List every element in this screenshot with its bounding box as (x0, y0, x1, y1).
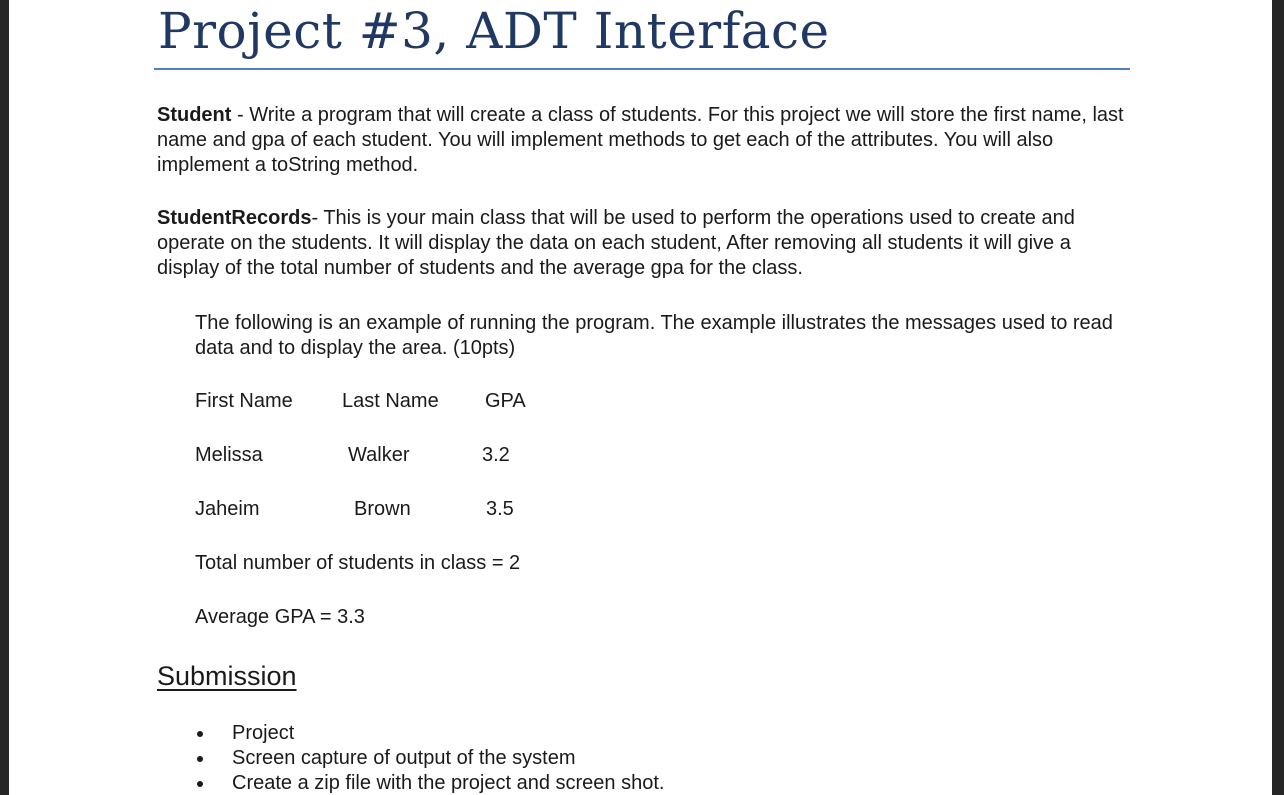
list-item-label: Project (232, 722, 295, 744)
table-row-1-last-name: Walker (348, 444, 410, 466)
submission-heading: Submission (157, 661, 297, 691)
table-header-first-name: First Name (195, 390, 293, 412)
bullet-icon (197, 781, 203, 787)
average-gpa-line: Average GPA = 3.3 (195, 606, 365, 628)
table-row-1-first-name: Melissa (195, 444, 263, 466)
list-item-label: Create a zip file with the project and screen shot. (232, 772, 665, 794)
total-students-line: Total number of students in class = 2 (195, 552, 521, 574)
table-row-2-first-name: Jaheim (195, 498, 260, 520)
student-term: Student (157, 104, 232, 126)
submission-list (195, 721, 664, 795)
table-header-last-name: Last Name (342, 390, 439, 412)
bullet-icon (197, 756, 203, 762)
example-intro: The following is an example of running the program. The example illustrates the messages used to read data and to display the area. (10pts) (195, 312, 1113, 359)
table-row-2-last-name: Brown (354, 498, 411, 520)
student-records-paragraph (157, 206, 1132, 281)
table-header-gpa: GPA (485, 390, 526, 412)
table-row-1-gpa: 3.2 (482, 444, 510, 466)
bullet-icon (197, 731, 203, 737)
list-item-label: Screen capture of output of the system (232, 747, 576, 769)
student-paragraph (157, 103, 1132, 178)
list-item (195, 721, 664, 746)
list-item (195, 746, 664, 771)
title-underline-rule (154, 68, 1130, 70)
student-records-description: - This is your main class that will be used to perform the operations used to create and operate on the students. It will display the data on each student, After removing all students it will give a display of the total number of students and the average gpa for the class. (157, 207, 1075, 279)
student-description: - Write a program that will create a class of students. For this project we will store the first name, last name and gpa of each student. You will implement methods to get each of the attributes. You will also implement a toString method. (157, 104, 1124, 176)
student-records-term: StudentRecords (157, 207, 312, 229)
document-title: Project #3, ADT Interface (158, 2, 830, 60)
document-page (9, 0, 1272, 795)
list-item (195, 771, 664, 795)
table-row-2-gpa: 3.5 (486, 498, 514, 520)
